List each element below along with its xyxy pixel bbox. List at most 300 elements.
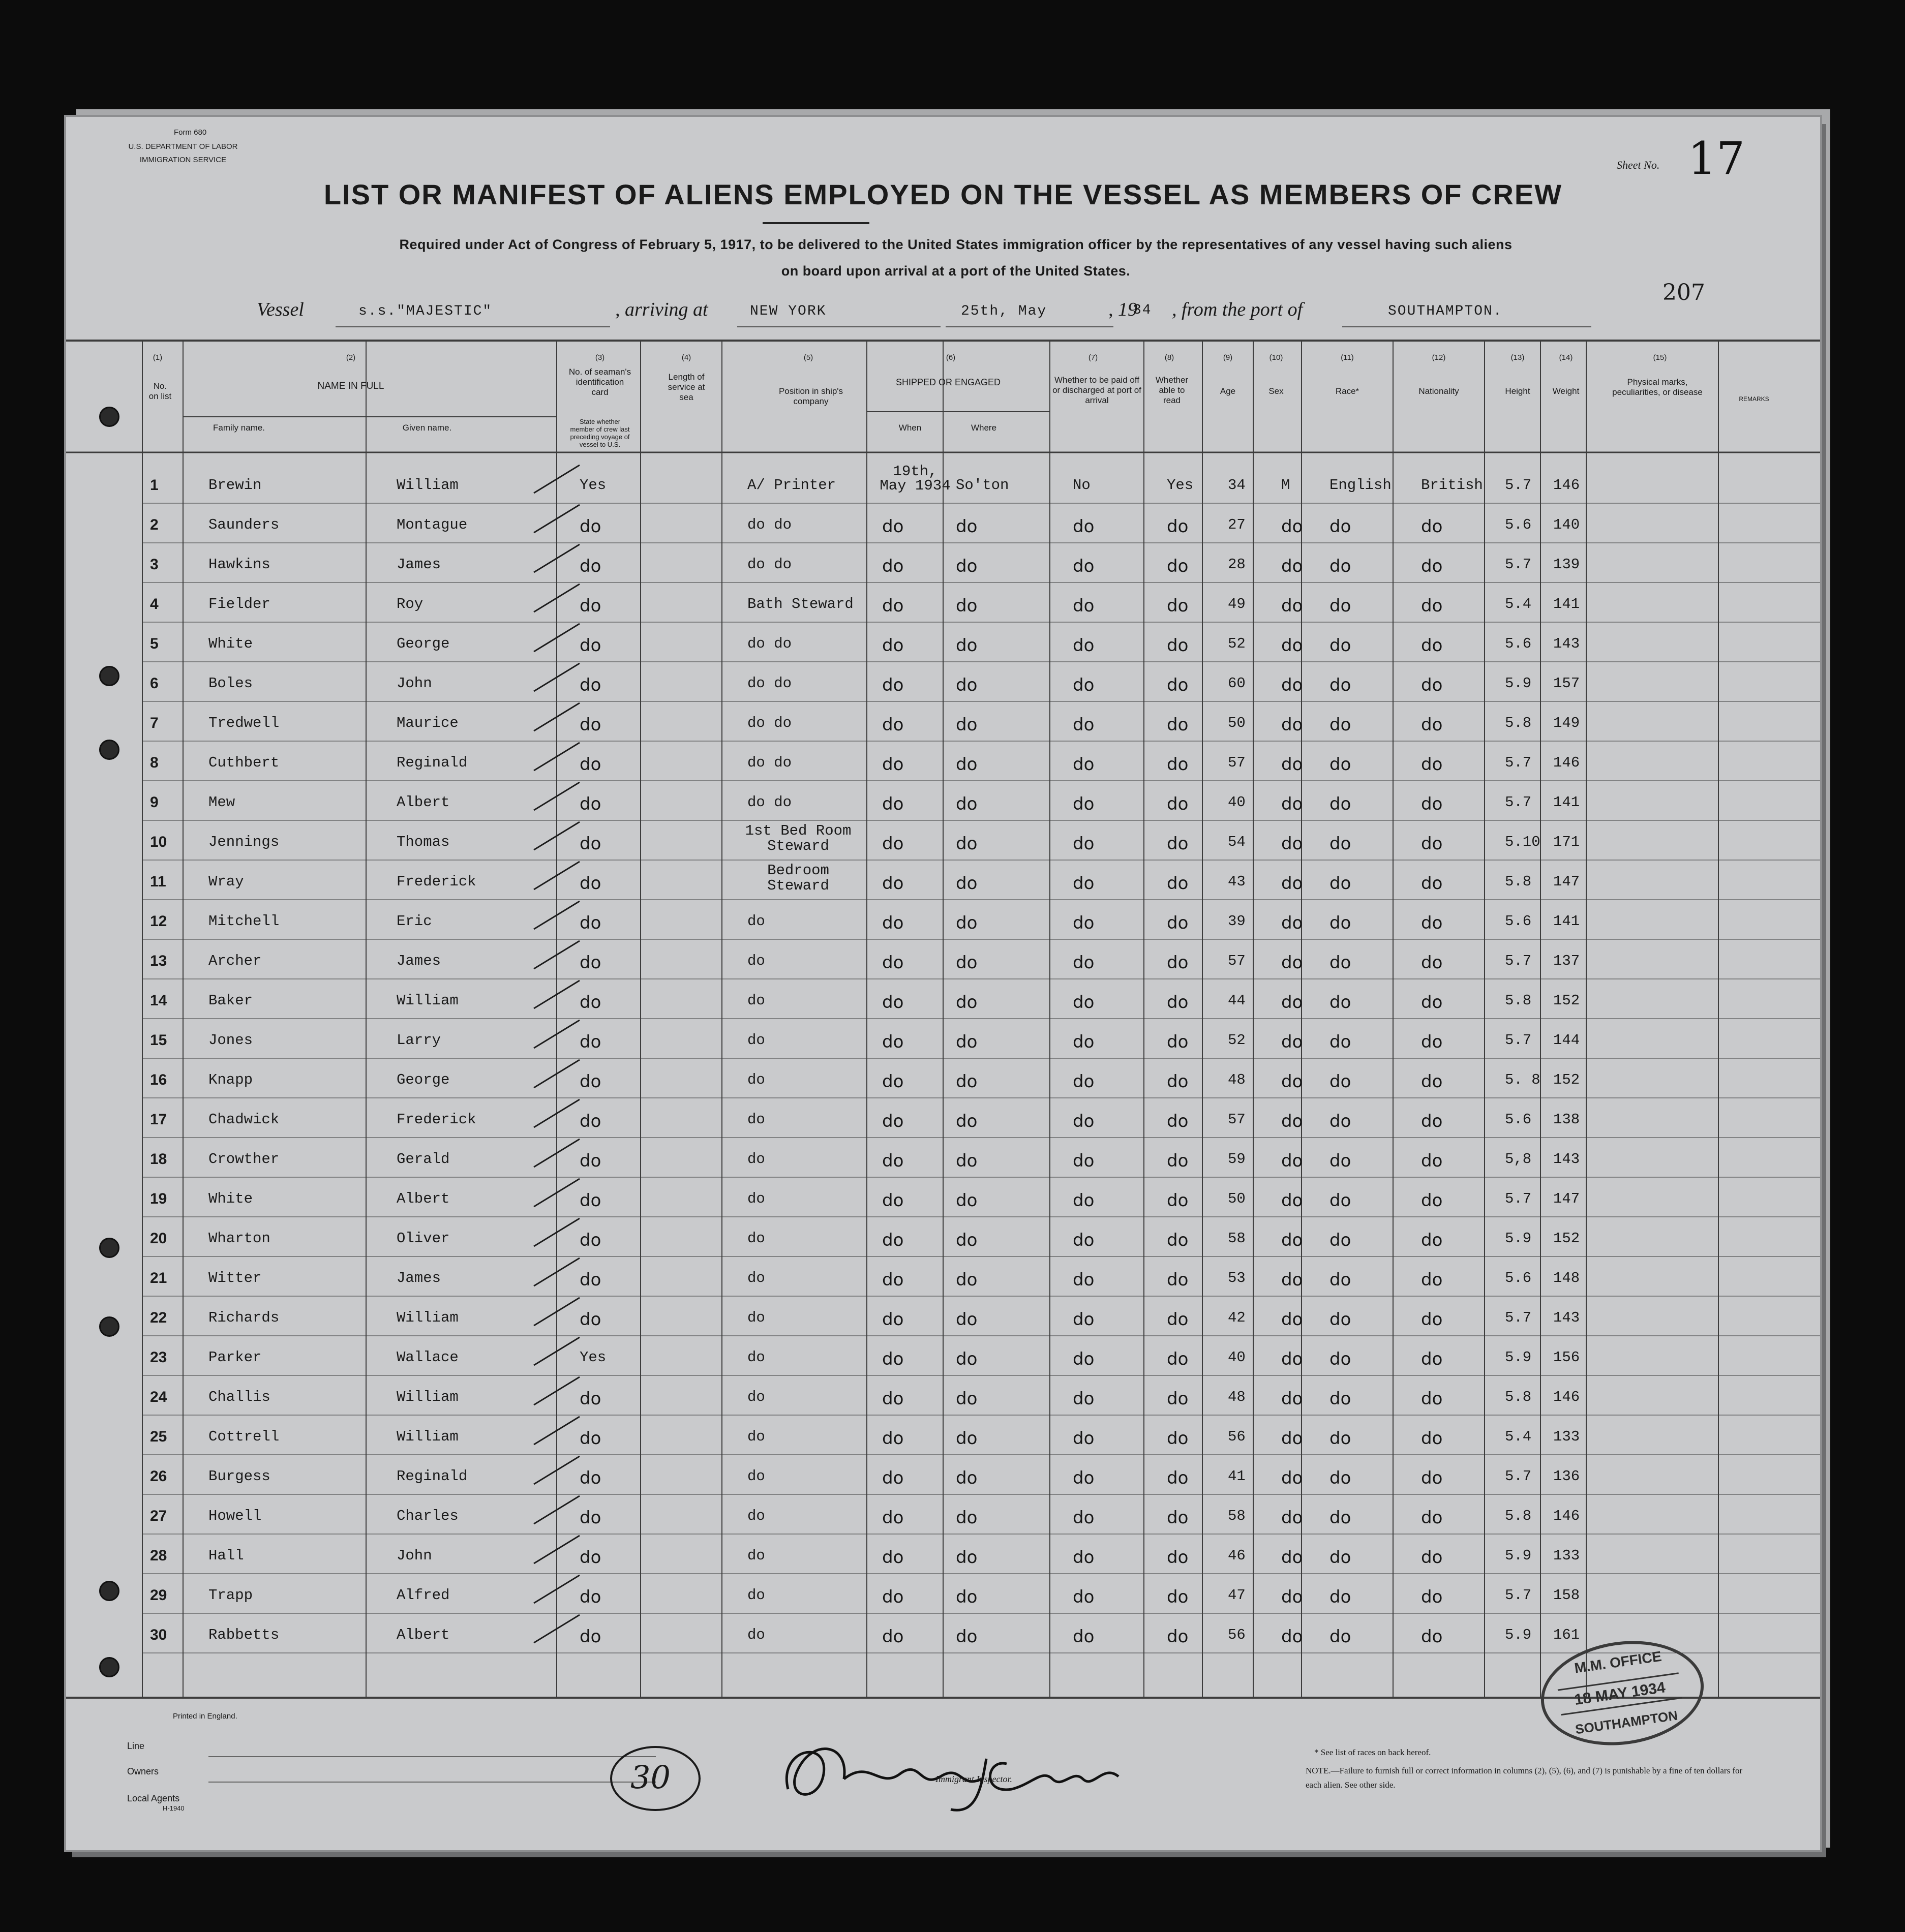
cell-nat: do xyxy=(1421,675,1443,695)
cell-no: 3 xyxy=(150,556,159,573)
strike-mark xyxy=(534,505,580,533)
cell-position: do xyxy=(747,913,765,930)
cell-nat: do xyxy=(1421,1111,1443,1131)
office-stamp xyxy=(1534,1631,1711,1756)
cell-read: do xyxy=(1167,1587,1189,1607)
cell-race: do xyxy=(1329,1230,1351,1250)
cell-sex: do xyxy=(1281,1230,1303,1250)
cell-position: do do xyxy=(747,794,792,811)
cell-age: 50 xyxy=(1228,1190,1246,1207)
cell-read: do xyxy=(1167,1190,1189,1211)
cell-height: 5.9 xyxy=(1505,1230,1532,1247)
cell-race: do xyxy=(1329,913,1351,933)
from-underline xyxy=(1342,326,1591,327)
cell-family: Jennings xyxy=(208,834,280,850)
sheet-number: 17 xyxy=(1688,132,1745,185)
cell-sex: do xyxy=(1281,754,1303,775)
cell-card: do xyxy=(580,516,601,537)
cell-sex: do xyxy=(1281,834,1303,854)
cell-nat: do xyxy=(1421,1547,1443,1568)
strike-mark xyxy=(534,1060,580,1088)
cell-read: do xyxy=(1167,635,1189,656)
col-4-label: Length of service at sea xyxy=(668,372,705,402)
col-3-label: No. of seaman's identification card xyxy=(568,367,631,397)
cell-paid: do xyxy=(1073,516,1095,537)
printed-note: Printed in England. xyxy=(173,1712,237,1721)
cell-family: Chadwick xyxy=(208,1111,280,1128)
cell-age: 56 xyxy=(1228,1428,1246,1445)
cell-paid: do xyxy=(1073,596,1095,616)
cell-read: do xyxy=(1167,1389,1189,1409)
cell-race: do xyxy=(1329,1468,1351,1488)
strike-mark xyxy=(534,822,580,850)
cell-paid: do xyxy=(1073,715,1095,735)
cell-sex: do xyxy=(1281,1111,1303,1131)
stamp-office: M.M. OFFICE xyxy=(1573,1648,1663,1676)
cell-read: do xyxy=(1167,715,1189,735)
cell-race: do xyxy=(1329,1428,1351,1449)
cell-family: White xyxy=(208,1190,253,1207)
cell-when: do xyxy=(882,754,904,775)
cell-where: do xyxy=(956,754,978,775)
cell-weight: 141 xyxy=(1553,596,1580,612)
cell-given: Frederick xyxy=(397,1111,476,1128)
cell-card: do xyxy=(580,834,601,854)
col-6-when-label: When xyxy=(898,423,922,433)
entry-count: 30 xyxy=(630,1759,671,1796)
cell-age: 52 xyxy=(1228,635,1246,652)
cell-nat: do xyxy=(1421,1587,1443,1607)
date-underline xyxy=(946,326,1113,327)
cell-position: do xyxy=(747,1151,765,1168)
cell-family: Boles xyxy=(208,675,253,692)
strike-mark xyxy=(534,544,580,572)
col-10-label: Sex xyxy=(1268,386,1284,396)
cell-position: do xyxy=(747,992,765,1009)
cell-height: 5.9 xyxy=(1505,1349,1532,1366)
cell-height: 5,8 xyxy=(1505,1151,1532,1168)
cell-given: John xyxy=(397,675,432,692)
cell-age: 53 xyxy=(1228,1270,1246,1286)
cell-read: do xyxy=(1167,794,1189,814)
strike-mark xyxy=(534,1615,580,1643)
strike-mark xyxy=(534,1496,580,1524)
cell-when: do xyxy=(882,794,904,814)
cell-where: do xyxy=(956,873,978,894)
cell-race: do xyxy=(1329,1508,1351,1528)
cell-race: do xyxy=(1329,1389,1351,1409)
cell-position: do xyxy=(747,1349,765,1366)
cell-nat: do xyxy=(1421,913,1443,933)
cell-race: do xyxy=(1329,1627,1351,1647)
cell-card: do xyxy=(580,1309,601,1330)
strike-mark xyxy=(534,980,580,1008)
cell-age: 40 xyxy=(1228,794,1246,811)
cell-position: do xyxy=(747,1032,765,1049)
cell-card: do xyxy=(580,953,601,973)
cell-height: 5.7 xyxy=(1505,556,1532,573)
vessel-label: Vessel xyxy=(257,299,304,320)
cell-no: 25 xyxy=(150,1428,167,1445)
cell-when: do xyxy=(882,1428,904,1449)
cell-weight: 133 xyxy=(1553,1428,1580,1445)
cell-given: James xyxy=(397,1270,441,1286)
cell-paid: do xyxy=(1073,1627,1095,1647)
owners-underline xyxy=(208,1782,656,1783)
cell-paid: do xyxy=(1073,794,1095,814)
cell-given: Alfred xyxy=(397,1587,450,1604)
cell-family: Cottrell xyxy=(208,1428,280,1445)
cell-card: do xyxy=(580,1468,601,1488)
col-10-number: (10) xyxy=(1269,353,1283,362)
cell-weight: 158 xyxy=(1553,1587,1580,1604)
cell-age: 47 xyxy=(1228,1587,1246,1604)
cell-height: 5.6 xyxy=(1505,1270,1532,1286)
cell-card: do xyxy=(580,1032,601,1052)
strike-mark xyxy=(534,782,580,810)
cell-age: 40 xyxy=(1228,1349,1246,1366)
cell-sex: M xyxy=(1281,477,1290,494)
cell-age: 48 xyxy=(1228,1389,1246,1405)
cell-card: do xyxy=(580,556,601,576)
col-3-number: (3) xyxy=(595,353,605,362)
cell-no: 19 xyxy=(150,1190,167,1207)
cell-card: do xyxy=(580,596,601,616)
cell-family: Hall xyxy=(208,1547,244,1564)
cell-height: 5.4 xyxy=(1505,596,1532,612)
cell-family: Archer xyxy=(208,953,262,969)
cell-where: do xyxy=(956,1389,978,1409)
reference-number: 207 xyxy=(1662,280,1705,305)
cell-card: do xyxy=(580,1587,601,1607)
cell-weight: 147 xyxy=(1553,1190,1580,1207)
cell-race: do xyxy=(1329,1111,1351,1131)
cell-given: William xyxy=(397,1389,459,1405)
cell-sex: do xyxy=(1281,1547,1303,1568)
cell-family: Knapp xyxy=(208,1071,253,1088)
col-13-label: Height xyxy=(1505,386,1530,396)
cell-no: 6 xyxy=(150,675,159,692)
cell-when: do xyxy=(882,1190,904,1211)
cell-when: do xyxy=(882,1151,904,1171)
cell-no: 12 xyxy=(150,913,167,930)
cell-given: Maurice xyxy=(397,715,459,731)
strike-mark xyxy=(534,1099,580,1127)
cell-position: do xyxy=(747,1508,765,1524)
year-prefix: , 19 xyxy=(1108,299,1137,320)
cell-card: do xyxy=(580,1428,601,1449)
cell-where: do xyxy=(956,794,978,814)
cell-when: do xyxy=(882,1468,904,1488)
cell-age: 57 xyxy=(1228,953,1246,969)
cell-where: do xyxy=(956,1428,978,1449)
sheet-label: Sheet No. xyxy=(1617,159,1660,171)
owners-label: Owners xyxy=(127,1766,159,1776)
cell-sex: do xyxy=(1281,675,1303,695)
cell-weight: 149 xyxy=(1553,715,1580,731)
cell-where: do xyxy=(956,1468,978,1488)
cell-given: James xyxy=(397,953,441,969)
cell-position: do xyxy=(747,1071,765,1088)
cell-where: do xyxy=(956,1151,978,1171)
cell-race: do xyxy=(1329,1032,1351,1052)
cell-race: do xyxy=(1329,1071,1351,1092)
cell-no: 24 xyxy=(150,1389,167,1405)
cell-weight: 161 xyxy=(1553,1627,1580,1643)
col-12-label: Nationality xyxy=(1418,386,1459,396)
cell-read: do xyxy=(1167,516,1189,537)
cell-nat: do xyxy=(1421,873,1443,894)
col-2-label: NAME IN FULL xyxy=(317,381,384,391)
cell-position: A/ Printer xyxy=(747,477,836,494)
cell-age: 34 xyxy=(1228,477,1246,494)
strike-mark xyxy=(534,743,580,771)
cell-given: James xyxy=(397,556,441,573)
cell-position: do xyxy=(747,1309,765,1326)
cell-race: do xyxy=(1329,1587,1351,1607)
cell-position: do xyxy=(747,953,765,969)
binding-hole xyxy=(99,407,119,427)
cell-age: 41 xyxy=(1228,1468,1246,1485)
cell-sex: do xyxy=(1281,556,1303,576)
cell-no: 22 xyxy=(150,1309,167,1326)
cell-paid: do xyxy=(1073,913,1095,933)
cell-paid: do xyxy=(1073,953,1095,973)
cell-where: do xyxy=(956,715,978,735)
cell-age: 54 xyxy=(1228,834,1246,850)
cell-family: Cuthbert xyxy=(208,754,280,771)
cell-position: do do xyxy=(747,516,792,533)
cell-no: 9 xyxy=(150,794,159,811)
cell-nat: do xyxy=(1421,1468,1443,1488)
cell-no: 16 xyxy=(150,1071,167,1088)
cell-paid: do xyxy=(1073,1389,1095,1409)
col-6-label: SHIPPED OR ENGAGED xyxy=(895,377,1001,387)
stamp-date: 18 MAY 1934 xyxy=(1558,1672,1682,1715)
cell-paid: do xyxy=(1073,1190,1095,1211)
cell-when: do xyxy=(882,1547,904,1568)
cell-race: do xyxy=(1329,1190,1351,1211)
cell-paid: do xyxy=(1073,556,1095,576)
cell-position: do do xyxy=(747,556,792,573)
cell-paid: do xyxy=(1073,1032,1095,1052)
cell-nat: do xyxy=(1421,1349,1443,1369)
cell-race: do xyxy=(1329,1270,1351,1290)
cell-sex: do xyxy=(1281,1071,1303,1092)
cell-sex: do xyxy=(1281,1627,1303,1647)
cell-when: do xyxy=(882,992,904,1013)
cell-no: 18 xyxy=(150,1151,167,1168)
cell-race: do xyxy=(1329,1349,1351,1369)
cell-given: Oliver xyxy=(397,1230,450,1247)
cell-weight: 171 xyxy=(1553,834,1580,850)
cell-height: 5.9 xyxy=(1505,1627,1532,1643)
cell-sex: do xyxy=(1281,873,1303,894)
cell-given: Reginald xyxy=(397,754,468,771)
line-underline xyxy=(208,1756,656,1757)
cell-no: 5 xyxy=(150,635,159,652)
cell-sex: do xyxy=(1281,635,1303,656)
cell-when: do xyxy=(882,873,904,894)
cell-read: do xyxy=(1167,1151,1189,1171)
cell-weight: 138 xyxy=(1553,1111,1580,1128)
cell-card: do xyxy=(580,1389,601,1409)
cell-weight: 133 xyxy=(1553,1547,1580,1564)
cell-sex: do xyxy=(1281,1587,1303,1607)
cell-weight: 146 xyxy=(1553,754,1580,771)
cell-paid: do xyxy=(1073,1071,1095,1092)
cell-read: do xyxy=(1167,596,1189,616)
cell-height: 5.7 xyxy=(1505,1468,1532,1485)
cell-card: do xyxy=(580,1111,601,1131)
cell-where: do xyxy=(956,1071,978,1092)
cell-weight: 143 xyxy=(1553,635,1580,652)
cell-when: do xyxy=(882,1032,904,1052)
cell-position: do xyxy=(747,1587,765,1604)
cell-family: Wray xyxy=(208,873,244,890)
cell-nat: do xyxy=(1421,1230,1443,1250)
cell-when: do xyxy=(882,1508,904,1528)
cell-sex: do xyxy=(1281,1468,1303,1488)
cell-given: Larry xyxy=(397,1032,441,1049)
cell-weight: 141 xyxy=(1553,794,1580,811)
strike-mark xyxy=(534,901,580,929)
cell-position: do xyxy=(747,1190,765,1207)
cell-given: Charles xyxy=(397,1508,459,1524)
cell-family: Jones xyxy=(208,1032,253,1049)
cell-when: do xyxy=(882,715,904,735)
year-value: 34 xyxy=(1133,302,1152,318)
cell-family: Wharton xyxy=(208,1230,270,1247)
vessel-underline xyxy=(336,326,610,327)
cell-race: English xyxy=(1329,477,1392,494)
strike-mark xyxy=(534,624,580,652)
cell-no: 23 xyxy=(150,1349,167,1366)
cell-weight: 146 xyxy=(1553,1508,1580,1524)
cell-card: do xyxy=(580,1627,601,1647)
col-8-number: (8) xyxy=(1164,353,1174,362)
cell-when: do xyxy=(882,1230,904,1250)
cell-paid: do xyxy=(1073,992,1095,1013)
cell-sex: do xyxy=(1281,1190,1303,1211)
binding-hole xyxy=(99,666,119,686)
cell-weight: 152 xyxy=(1553,992,1580,1009)
cell-read: do xyxy=(1167,1309,1189,1330)
cell-sex: do xyxy=(1281,1428,1303,1449)
cell-weight: 140 xyxy=(1553,516,1580,533)
cell-given: Thomas xyxy=(397,834,450,850)
cell-nat: do xyxy=(1421,635,1443,656)
cell-card: do xyxy=(580,1270,601,1290)
binding-hole xyxy=(99,1238,119,1258)
cell-sex: do xyxy=(1281,516,1303,537)
cell-card: do xyxy=(580,992,601,1013)
cell-age: 52 xyxy=(1228,1032,1246,1049)
cell-sex: do xyxy=(1281,1032,1303,1052)
from-port: SOUTHAMPTON. xyxy=(1388,303,1503,319)
cell-paid: do xyxy=(1073,1349,1095,1369)
cell-age: 56 xyxy=(1228,1627,1246,1643)
cell-age: 46 xyxy=(1228,1547,1246,1564)
cell-nat: do xyxy=(1421,1389,1443,1409)
inspector-label: Immigrant Inspector. xyxy=(935,1774,1012,1784)
cell-nat: do xyxy=(1421,1309,1443,1330)
cell-nat: do xyxy=(1421,1508,1443,1528)
cell-sex: do xyxy=(1281,953,1303,973)
cell-when: do xyxy=(882,1071,904,1092)
cell-where: do xyxy=(956,1309,978,1330)
cell-height: 5.9 xyxy=(1505,1547,1532,1564)
subtitle-line-2: on board upon arrival at a port of the United States. xyxy=(781,263,1131,279)
strike-mark xyxy=(534,1417,580,1445)
cell-when: 19th, May 1934 xyxy=(880,463,951,494)
cell-age: 57 xyxy=(1228,1111,1246,1128)
cell-age: 58 xyxy=(1228,1508,1246,1524)
cell-position: do xyxy=(747,1468,765,1485)
cell-age: 60 xyxy=(1228,675,1246,692)
col-9-number: (9) xyxy=(1223,353,1233,362)
cell-paid: do xyxy=(1073,635,1095,656)
cell-sex: do xyxy=(1281,1270,1303,1290)
cell-when: do xyxy=(882,953,904,973)
cell-race: do xyxy=(1329,596,1351,616)
cell-family: Mew xyxy=(208,794,235,811)
from-port-label: , from the port of xyxy=(1172,299,1303,320)
cell-age: 57 xyxy=(1228,754,1246,771)
cell-card: do xyxy=(580,1508,601,1528)
cell-race: do xyxy=(1329,873,1351,894)
cell-read: do xyxy=(1167,1032,1189,1052)
cell-paid: do xyxy=(1073,1270,1095,1290)
cell-card: Yes xyxy=(580,1349,607,1366)
cell-height: 5.6 xyxy=(1505,635,1532,652)
cell-family: Brewin xyxy=(208,477,262,494)
cell-weight: 156 xyxy=(1553,1349,1580,1366)
cell-weight: 152 xyxy=(1553,1071,1580,1088)
col-16-label: REMARKS xyxy=(1739,395,1769,403)
cell-no: 8 xyxy=(150,754,159,771)
cell-nat: do xyxy=(1421,754,1443,775)
cell-race: do xyxy=(1329,834,1351,854)
cell-card: do xyxy=(580,913,601,933)
cell-read: do xyxy=(1167,1230,1189,1250)
cell-nat: do xyxy=(1421,556,1443,576)
cell-age: 43 xyxy=(1228,873,1246,890)
col-2-family-label: Family name. xyxy=(213,423,265,433)
cell-when: do xyxy=(882,516,904,537)
col-6-where-label: Where xyxy=(971,423,997,433)
cell-card: do xyxy=(580,1547,601,1568)
cell-paid: No xyxy=(1073,477,1091,494)
col-3-note: State whether member of crew last preceding voyage of vessel to U.S. xyxy=(570,418,630,448)
cell-race: do xyxy=(1329,1547,1351,1568)
strike-mark xyxy=(534,1337,580,1365)
cell-height: 5.7 xyxy=(1505,953,1532,969)
cell-position: do xyxy=(747,1428,765,1445)
cell-when: do xyxy=(882,556,904,576)
cell-read: do xyxy=(1167,953,1189,973)
cell-height: 5.7 xyxy=(1505,1190,1532,1207)
cell-height: 5.8 xyxy=(1505,1389,1532,1405)
cell-given: Albert xyxy=(397,1190,450,1207)
cell-weight: 139 xyxy=(1553,556,1580,573)
races-note: * See list of races on back hereof. xyxy=(1314,1747,1431,1757)
cell-race: do xyxy=(1329,635,1351,656)
cell-when: do xyxy=(882,1389,904,1409)
cell-no: 2 xyxy=(150,516,159,533)
cell-no: 1 xyxy=(150,477,159,494)
cell-weight: 146 xyxy=(1553,1389,1580,1405)
